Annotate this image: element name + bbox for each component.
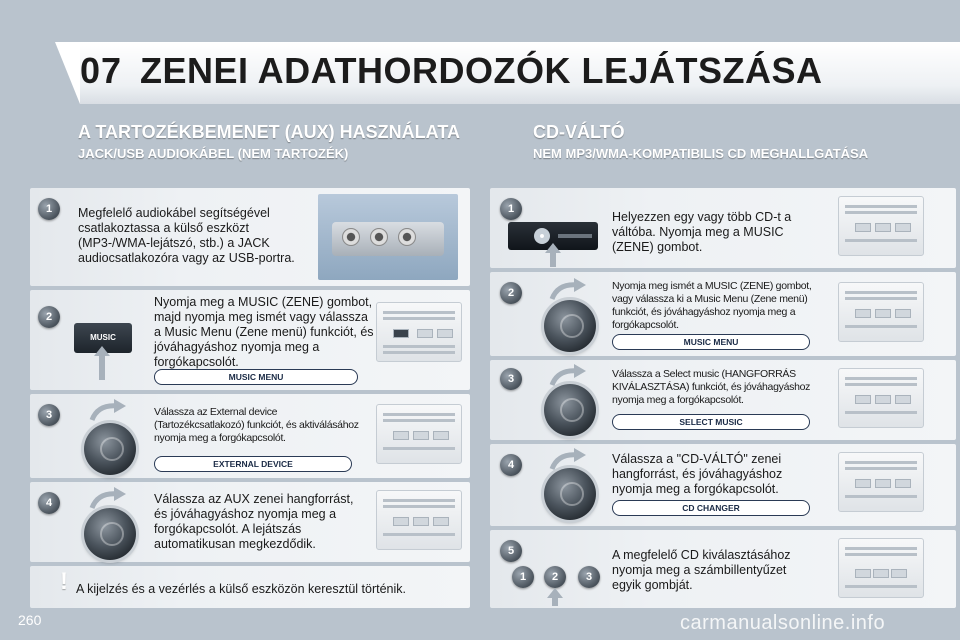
jack-port-icon [398,228,416,246]
warning-icon: ! [60,568,68,595]
select-music-pill: SELECT MUSIC [612,414,810,430]
key-1-icon: 1 [512,566,534,588]
key-2-icon: 2 [544,566,566,588]
rotate-arrow-icon [88,398,128,424]
up-arrow-icon [94,346,110,356]
left-step-1-number: 1 [38,198,60,220]
right-step-3-text: Válassza a Select music (HANGFORRÁS KIVÁLASZTÁSA) funkciót, és jóváhagyáshoz nyomja meg a forgókapcsolót. [612,368,811,406]
note-text: A kijelzés és a vezérlés a külső eszközön keresztül történik. [76,582,407,596]
rotary-knob-icon [544,468,596,520]
left-step-4-number: 4 [38,492,60,514]
jack-port-icon [370,228,388,246]
cd-slot [558,234,592,238]
rotary-knob-icon [84,508,136,560]
left-step-2-text: Nyomja meg a MUSIC (ZENE) gombot, majd nyomja meg ismét vagy válassza a Music Menu (Zene menü) funkciót, és jóváhagyáshoz nyomja meg a forgókapcsolót. [154,295,374,369]
right-step-2-number: 2 [500,282,522,304]
left-section-title: A TARTOZÉKBEMENET (AUX) HASZNÁLATA [78,122,460,142]
external-device-pill: EXTERNAL DEVICE [154,456,352,472]
left-step-4-text: Válassza az AUX zenei hangforrást, és jóváhagyáshoz nyomja meg a forgókapcsolót. A lejátszás automatikusan megkezdődik. [154,492,354,551]
left-step-3-number: 3 [38,404,60,426]
left-step-1-text: Megfelelő audiokábel segítségével csatlakoztassa a külső eszközt (MP3-/WMA-lejátszó, stb.) a JACK audiocsatlakozóra vagy az USB-portra. [78,206,295,265]
page-number: 260 [18,612,42,628]
cd-changer-pill: CD CHANGER [612,500,810,516]
radio-panel-thumbnail [838,452,924,512]
up-arrow-stem [552,598,558,606]
up-arrow-stem [550,253,556,267]
right-step-4-text: Válassza a "CD-VÁLTÓ" zenei hangforrást, és jóváhagyáshoz nyomja meg a forgókapcsolót. [612,452,783,496]
up-arrow-stem [99,356,105,380]
rotary-knob-icon [84,423,136,475]
right-step-5-number: 5 [500,540,522,562]
radio-panel-thumbnail [376,490,462,550]
chapter-title: ZENEI ADATHORDOZÓK LEJÁTSZÁSA [140,50,823,91]
chapter-number: 07 [80,50,123,91]
right-step-5-text: A megfelelő CD kiválasztásához nyomja meg a számbillentyűzet egyik gombját. [612,548,791,592]
right-step-1-number: 1 [500,198,522,220]
radio-panel-thumbnail [838,196,924,256]
aux-ports-photo [318,194,458,280]
music-menu-pill: MUSIC MENU [612,334,810,350]
radio-panel-thumbnail [376,404,462,464]
up-arrow-icon [545,243,561,253]
radio-panel-thumbnail [376,302,462,362]
right-step-4-number: 4 [500,454,522,476]
header-corner [55,42,80,104]
radio-panel-thumbnail [838,368,924,428]
right-step-1-text: Helyezzen egy vagy több CD-t a váltóba. Nyomja meg a MUSIC (ZENE) gombot. [612,210,792,254]
left-step-3-text: Válassza az External device (Tartozékcsatlakozó) funkciót, és aktiválásához nyomja meg a forgókapcsolót. [154,406,359,444]
up-arrow-icon [547,588,563,598]
radio-panel-thumbnail [838,538,924,598]
right-step-2-text: Nyomja meg ismét a MUSIC (ZENE) gombot, vagy válassza ki a Music Menu (Zene menü) funkciót, és jóváhagyáshoz nyomja meg a forgókapcsolót. [612,280,812,331]
right-section-title: CD-VÁLTÓ [533,122,625,142]
music-button-image: MUSIC [74,323,132,353]
rotary-knob-icon [544,384,596,436]
right-step-3-number: 3 [500,368,522,390]
key-3-icon: 3 [578,566,600,588]
cd-disc-icon [534,228,550,244]
right-section-subtitle: NEM MP3/WMA-KOMPATIBILIS CD MEGHALLGATÁSA [533,146,869,161]
watermark: carmanualsonline.info [680,612,886,634]
rotary-knob-icon [544,300,596,352]
left-section-subtitle: JACK/USB AUDIOKÁBEL (NEM TARTOZÉK) [78,146,349,161]
music-menu-pill: MUSIC MENU [154,369,358,385]
jack-port-icon [342,228,360,246]
radio-panel-thumbnail [838,282,924,342]
left-step-2-number: 2 [38,306,60,328]
